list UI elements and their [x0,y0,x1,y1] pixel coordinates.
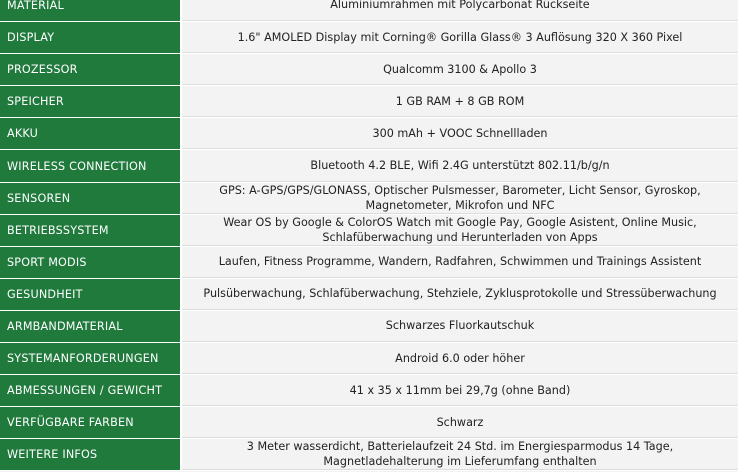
row-label: AKKU [0,118,182,149]
row-label: SPORT MODIS [0,247,182,278]
row-label: ARMBANDMATERIAL [0,311,182,342]
table-row [0,247,738,279]
table-row [0,215,738,247]
row-label: MATERIAL [0,0,182,21]
table-row [0,343,738,375]
table-row [0,54,738,86]
table-row [0,311,738,343]
row-value: Laufen, Fitness Programme, Wandern, Radfahren, Schwimmen und Trainings Assistent [182,247,738,278]
table-row [0,183,738,215]
table-row [0,279,738,311]
table-row [0,375,738,407]
row-value: 1 GB RAM + 8 GB ROM [182,86,738,117]
table-row [0,86,738,118]
row-label: SENSOREN [0,183,182,214]
row-value: 300 mAh + VOOC Schnellladen [182,118,738,149]
row-label: WEITERE INFOS [0,439,182,470]
row-value: Schwarz [182,407,738,438]
row-label: DISPLAY [0,22,182,53]
row-value: 41 x 35 x 11mm bei 29,7g (ohne Band) [182,375,738,406]
row-label: ABMESSUNGEN / GEWICHT [0,375,182,406]
row-label: VERFÜGBARE FARBEN [0,407,182,438]
row-value: Wear OS by Google & ColorOS Watch mit Google Pay, Google Asistent, Online Music, Schlafüberwachung und Herunterladen von Apps [182,215,738,246]
row-value: GPS: A-GPS/GPS/GLONASS, Optischer Pulsmesser, Barometer, Licht Sensor, Gyroskop, Magnetometer, Mikrofon und NFC [182,183,738,214]
row-label: GESUNDHEIT [0,279,182,310]
table-row [0,22,738,54]
row-label: BETRIEBSSYSTEM [0,215,182,246]
row-value: Aluminiumrahmen mit Polycarbonat Rückseite [182,0,738,21]
row-label: SYSTEMANFORDERUNGEN [0,343,182,374]
row-value: Bluetooth 4.2 BLE, Wifi 2.4G unterstützt 802.11/b/g/n [182,150,738,181]
row-value: 3 Meter wasserdicht, Batterielaufzeit 24 Std. im Energiesparmodus 14 Tage, Magnetladehalterung im Lieferumfang enthalten [182,439,738,470]
row-label: PROZESSOR [0,54,182,85]
row-label: SPEICHER [0,86,182,117]
row-value: Qualcomm 3100 & Apollo 3 [182,54,738,85]
table-row [0,150,738,182]
table-row [0,439,738,471]
row-value: Schwarzes Fluorkautschuk [182,311,738,342]
table-row [0,118,738,150]
row-value: Pulsüberwachung, Schlafüberwachung, Stehziele, Zyklusprotokolle und Stressüberwachung [182,279,738,310]
table-row [0,0,738,22]
row-value: 1.6" AMOLED Display mit Corning® Gorilla Glass® 3 Auflösung 320 X 360 Pixel [182,22,738,53]
row-value: Android 6.0 oder höher [182,343,738,374]
table-row [0,407,738,439]
row-label: WIRELESS CONNECTION [0,150,182,181]
